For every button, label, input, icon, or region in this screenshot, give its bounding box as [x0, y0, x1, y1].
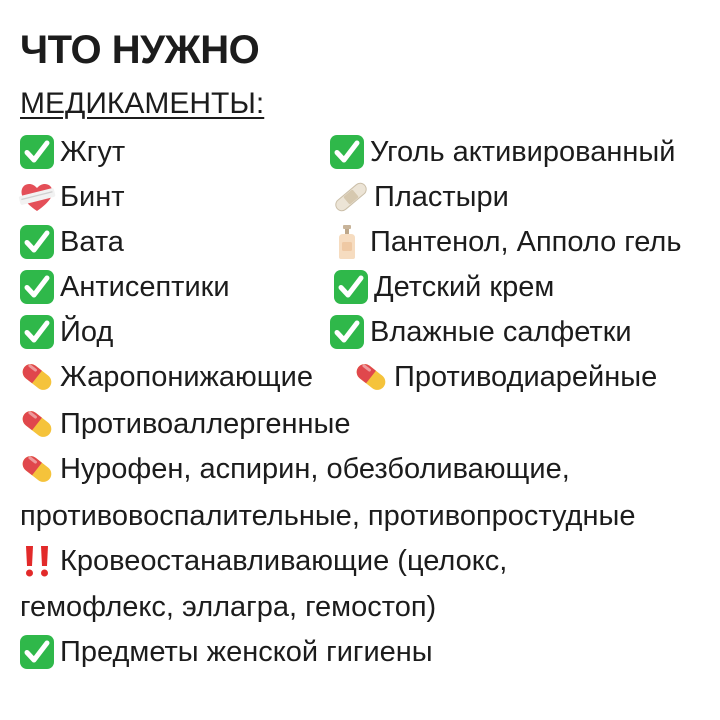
item-text: Противодиарейные	[394, 361, 658, 393]
adhesive-bandage-icon	[332, 178, 370, 216]
list-item	[332, 175, 509, 219]
list-item	[18, 355, 313, 399]
list-item	[18, 265, 230, 309]
list-item	[328, 310, 632, 354]
list-item	[18, 402, 350, 446]
list-item	[18, 130, 125, 174]
pill-icon	[18, 405, 56, 443]
item-text: Нурофен, аспирин, обезболивающие,	[60, 453, 570, 485]
check-mark-icon	[18, 313, 56, 351]
item-text: гемофлекс, эллагра, гемостоп)	[20, 591, 437, 623]
check-mark-icon	[18, 633, 56, 671]
pill-icon	[352, 358, 390, 396]
item-text: Антисептики	[60, 271, 230, 303]
check-mark-icon	[18, 223, 56, 261]
pill-icon	[18, 358, 56, 396]
double-exclamation-icon	[18, 542, 56, 580]
check-mark-icon	[328, 133, 366, 171]
lotion-bottle-icon	[328, 223, 366, 261]
list-item	[18, 310, 113, 354]
item-text: Вата	[60, 226, 124, 258]
list-item	[352, 355, 657, 399]
section-heading: МЕДИКАМЕНТЫ:	[20, 87, 265, 120]
item-text: Пантенол, Апполо гель	[370, 226, 682, 258]
list-item-continuation	[20, 585, 436, 629]
item-text: Йод	[60, 316, 114, 348]
list-item	[18, 175, 125, 219]
check-mark-icon	[18, 268, 56, 306]
page-title: ЧТО НУЖНО	[20, 28, 260, 72]
item-text: Влажные салфетки	[370, 316, 632, 348]
check-mark-icon	[18, 133, 56, 171]
pill-icon	[18, 450, 56, 488]
list-item	[328, 220, 681, 264]
list-item	[18, 447, 570, 491]
item-text: Детский крем	[374, 271, 555, 303]
item-text: Жаропонижающие	[60, 361, 313, 393]
list-item	[332, 265, 554, 309]
item-text: Противоаллергенные	[60, 408, 351, 440]
check-mark-icon	[332, 268, 370, 306]
list-item	[18, 630, 433, 674]
list-item	[18, 220, 124, 264]
check-mark-icon	[328, 313, 366, 351]
list-item-continuation	[20, 494, 635, 538]
item-text: противовоспалительные, противопростудные	[20, 500, 636, 532]
item-text: Жгут	[60, 136, 126, 168]
list-item	[18, 539, 507, 583]
list-item	[328, 130, 675, 174]
item-text: Предметы женской гигиены	[60, 636, 433, 668]
item-text: Бинт	[60, 181, 125, 213]
item-text: Уголь активированный	[370, 136, 676, 168]
item-text: Пластыри	[374, 181, 509, 213]
item-text: Кровеостанавливающие (целокс,	[60, 545, 508, 577]
bandaged-heart-icon	[18, 178, 56, 216]
